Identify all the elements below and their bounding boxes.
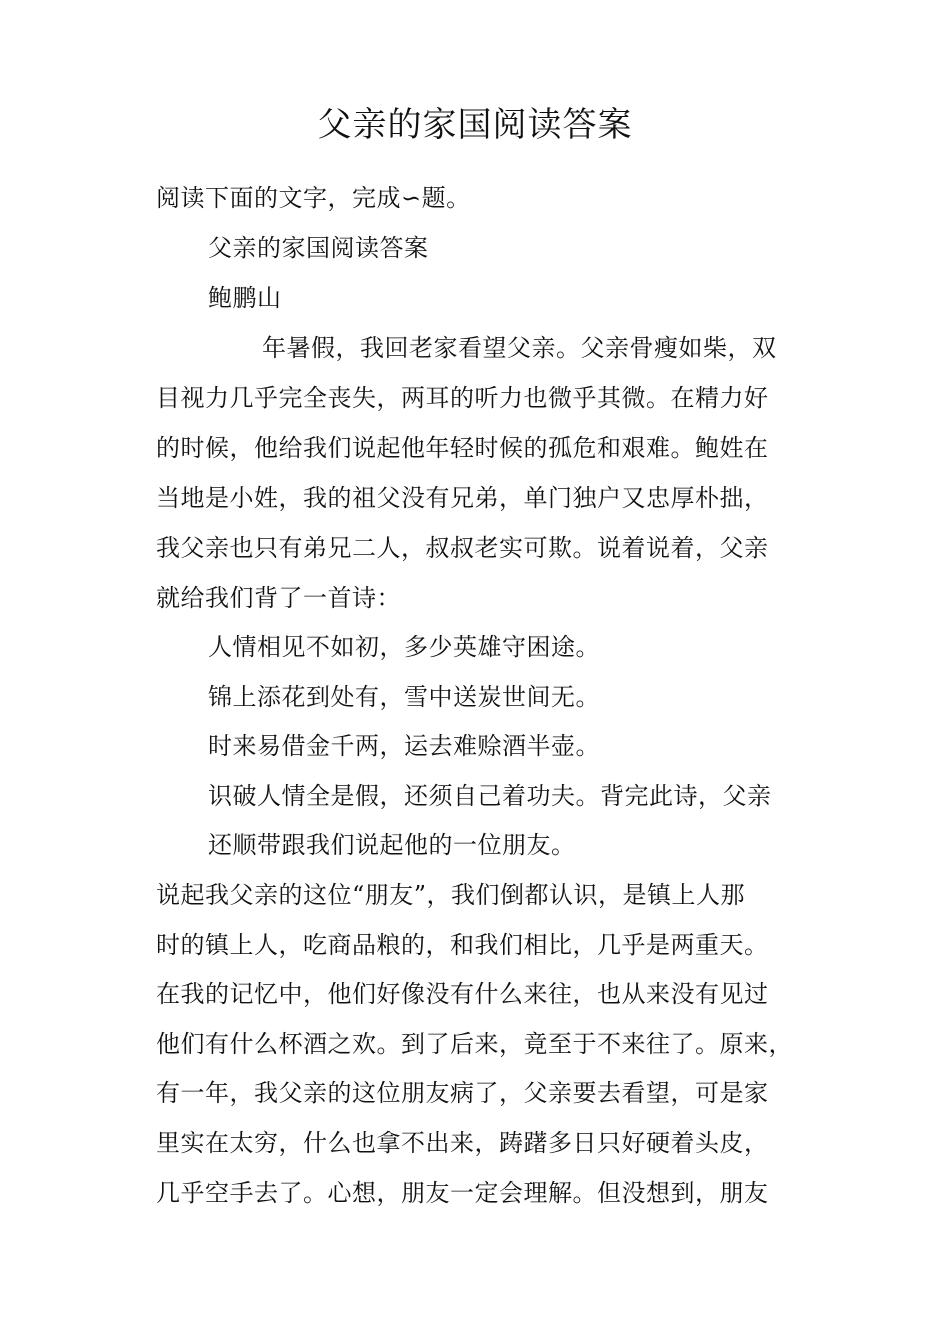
article-author: 鲍鹏山 — [208, 284, 282, 312]
article-title: 父亲的家国阅读答案 — [208, 234, 429, 262]
text-line: 在我的记忆中，他们好像没有什么来往，也从来没有见过 — [156, 980, 769, 1008]
text-line: 当地是小姓，我的祖父没有兄弟，单门独户又忠厚朴拙， — [156, 484, 769, 512]
text-line: 我父亲也只有弟兄二人，叔叔老实可欺。说着说着，父亲 — [156, 534, 769, 562]
text-line: 时的镇上人，吃商品粮的，和我们相比，几乎是两重天。 — [156, 931, 769, 959]
text-line: 他们有什么杯酒之欢。到了后来，竟至于不来往了。原来， — [156, 1030, 793, 1058]
text-line: 就给我们背了一首诗： — [156, 584, 401, 612]
poem-line: 时来易借金千两，运去难赊酒半壶。 — [208, 732, 600, 760]
poem-line: 人情相见不如初，多少英雄守困途。 — [208, 633, 600, 661]
text-line: 里实在太穷，什么也拿不出来，踌躇多日只好硬着头皮， — [156, 1129, 769, 1157]
poem-line: 识破人情全是假，还须自己着功夫。背完此诗，父亲 — [208, 782, 772, 810]
text-line: 说起我父亲的这位“朋友”，我们倒都认识，是镇上人那 — [156, 881, 746, 909]
text-line: 几乎空手去了。心想，朋友一定会理解。但没想到，朋友 — [156, 1179, 769, 1207]
poem-line: 锦上添花到处有，雪中送炭世间无。 — [208, 683, 600, 711]
document-title: 父亲的家国阅读答案 — [317, 105, 633, 145]
text-line: 阅读下面的文字，完成∽题。 — [156, 184, 471, 212]
text-line: 目视力几乎完全丧失，两耳的听力也微乎其微。在精力好 — [156, 384, 769, 412]
text-line: 还顺带跟我们说起他的一位朋友。 — [208, 831, 576, 859]
text-line: 有一年，我父亲的这位朋友病了，父亲要去看望，可是家 — [156, 1079, 769, 1107]
text-line: 年暑假，我回老家看望父亲。父亲骨瘦如柴，双 — [262, 334, 777, 362]
text-line: 的时候，他给我们说起他年轻时候的孤危和艰难。鲍姓在 — [156, 434, 769, 462]
